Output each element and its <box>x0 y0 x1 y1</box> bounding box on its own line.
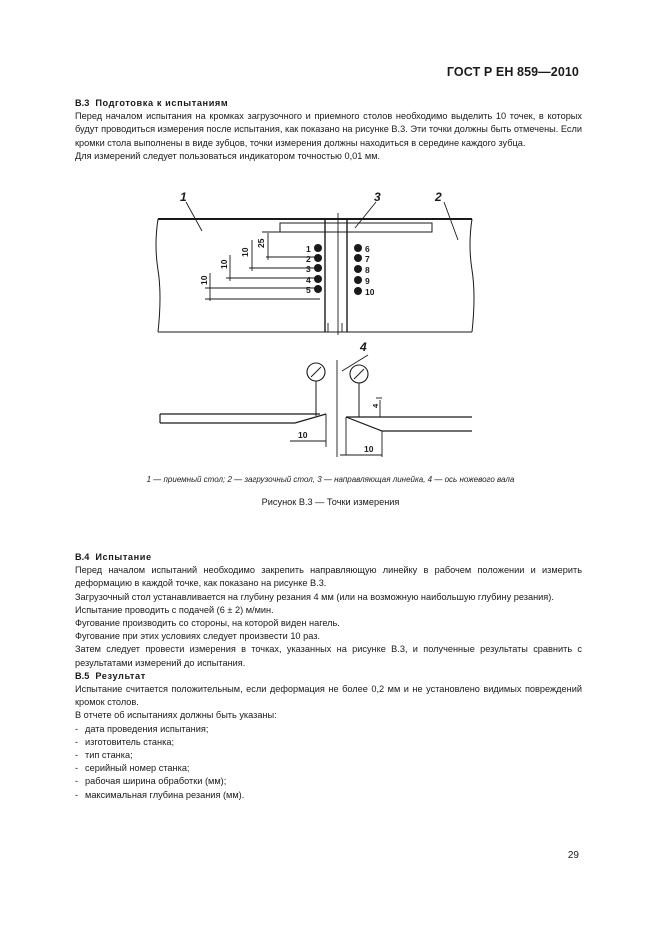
figure-b3-drawing <box>150 185 480 465</box>
section-b3-label: Подготовка к испытаниям <box>95 98 229 108</box>
point-label: 4 <box>306 275 311 285</box>
figure-caption: Рисунок В.3 — Точки измерения <box>261 497 400 507</box>
section-b4-number: В.4 <box>75 552 90 562</box>
list-item-text: максимальная глубина резания (мм). <box>85 789 245 800</box>
legend-text: загрузочный стол, <box>244 475 318 484</box>
document-header <box>447 65 579 79</box>
section-b3 <box>75 97 582 163</box>
section-b3-title <box>75 97 582 110</box>
page-number: 29 <box>567 850 579 861</box>
legend-num: 3 <box>317 475 322 484</box>
measuring-point <box>354 287 362 295</box>
section-b5-label: Результат <box>95 670 146 681</box>
point-label: 5 <box>306 285 311 295</box>
list-item: - дата проведения испытания; <box>75 723 209 734</box>
measuring-point <box>354 244 362 252</box>
list-item-text: изготовитель станка; <box>85 736 175 747</box>
dimension-label: 10 <box>240 247 250 257</box>
point-label: 3 <box>306 264 311 274</box>
legend-text: приемный стол; <box>163 475 228 484</box>
measuring-point <box>314 275 322 283</box>
guide-fence <box>280 223 432 232</box>
dimension-label: 25 <box>256 238 266 248</box>
measuring-point <box>354 254 362 262</box>
list-item-text: рабочая ширина обработки (мм); <box>85 776 227 787</box>
point-label: 2 <box>306 254 311 264</box>
section-b4-title <box>75 551 582 564</box>
legend-num: 4 <box>427 475 433 484</box>
section-b4-paragraph: Фугование при этих условиях следует произвести 10 раз. <box>75 631 320 642</box>
list-item: - изготовитель станка; <box>75 736 175 747</box>
list-item: - максимальная глубина резания (мм). <box>75 789 245 800</box>
section-b4-paragraph: Фугование производить со стороны, на которой виден нагель. <box>75 618 340 629</box>
callout-3: 3 <box>374 190 381 204</box>
callout-4: 4 <box>360 340 367 354</box>
list-item-text: серийный номер станка; <box>85 763 190 774</box>
callout-1: 1 <box>180 190 187 204</box>
list-item: - тип станка; <box>75 750 133 761</box>
point-label: 1 <box>306 244 311 254</box>
section-b5-number: В.5 <box>75 670 90 681</box>
measuring-point <box>314 254 322 262</box>
dimension-label: 10 <box>199 275 209 285</box>
dimension-label: 10 <box>298 430 308 440</box>
legend-num: 2 <box>227 475 232 484</box>
report-items-list <box>75 723 582 802</box>
point-label: 10 <box>365 287 375 297</box>
section-b3-paragraph: Перед началом испытания на кромках загрузочного и приемного столов необходимо выделить 10 точек, в которых будут проводиться измерения после испытания, как показано на рисунке В.3. Эти точки должны быть отмечены. Если кромки стола выполнены в виде зубцов, точки измерения должны находиться в середине каждого зубца. <box>75 111 582 148</box>
point-label: 9 <box>365 276 370 286</box>
measuring-point <box>314 264 322 272</box>
dimension-label: 10 <box>219 259 229 269</box>
list-item: - серийный номер станка; <box>75 763 190 774</box>
section-b5-paragraph: В отчете об испытаниях должны быть указаны: <box>75 710 277 721</box>
point-label: 7 <box>365 254 370 264</box>
legend-num: 1 <box>146 475 152 484</box>
break-line-left <box>156 219 160 332</box>
callout-2: 2 <box>435 190 442 204</box>
measuring-point <box>314 285 322 293</box>
list-item: - рабочая ширина обработки (мм); <box>75 776 227 787</box>
section-b4-paragraph: Испытание проводить с подачей (6 ± 2) м/мин. <box>75 604 274 615</box>
dimension-label: 10 <box>364 444 374 454</box>
figure-b3 <box>150 185 480 465</box>
measuring-point <box>314 244 322 252</box>
legend-text: направляющая линейка, <box>334 475 428 484</box>
section-b3-number: В.3 <box>75 98 90 108</box>
section-b5-title <box>75 670 582 683</box>
point-label: 6 <box>365 244 370 254</box>
list-item-text: дата проведения испытания; <box>85 723 209 734</box>
list-item-text: тип станка; <box>85 750 133 761</box>
measuring-point <box>354 265 362 273</box>
standard-number: ГОСТ Р ЕН 859—2010 <box>446 65 579 79</box>
section-b4-paragraph: Загрузочный стол устанавливается на глубину резания 4 мм (или на возможную наибольшую глубину резания). <box>75 591 554 602</box>
section-b4 <box>75 551 582 802</box>
measuring-point <box>354 276 362 284</box>
point-label: 8 <box>365 265 370 275</box>
legend-text: ось ножевого вала <box>444 475 515 484</box>
section-b5-paragraph: Испытание считается положительным, если деформация не более 0,2 мм и не установлено видимых повреждений кромок столов. <box>75 684 582 708</box>
figure-legend: 1 — приемный стол; 2 — загрузочный стол, 3 — направляющая линейка, 4 — ось ножевого вала <box>146 475 515 484</box>
section-b3-paragraph: Для измерений следует пользоваться индикатором точностью 0,01 мм. <box>75 150 381 161</box>
section-b4-paragraph: Затем следует провести измерения в точках, указанных на рисунке В.3, и полученные результаты сравнить с результатами измерений до испытания. <box>75 644 582 668</box>
svg-text:4: 4 <box>371 403 380 408</box>
section-b4-paragraph: Перед началом испытаний необходимо закрепить направляющую линейку в рабочем положении и измерить деформацию в каждой точке, как показано на рисунке В.3. <box>75 565 582 589</box>
section-b4-label: Испытание <box>95 552 152 562</box>
break-line-right <box>470 219 474 332</box>
